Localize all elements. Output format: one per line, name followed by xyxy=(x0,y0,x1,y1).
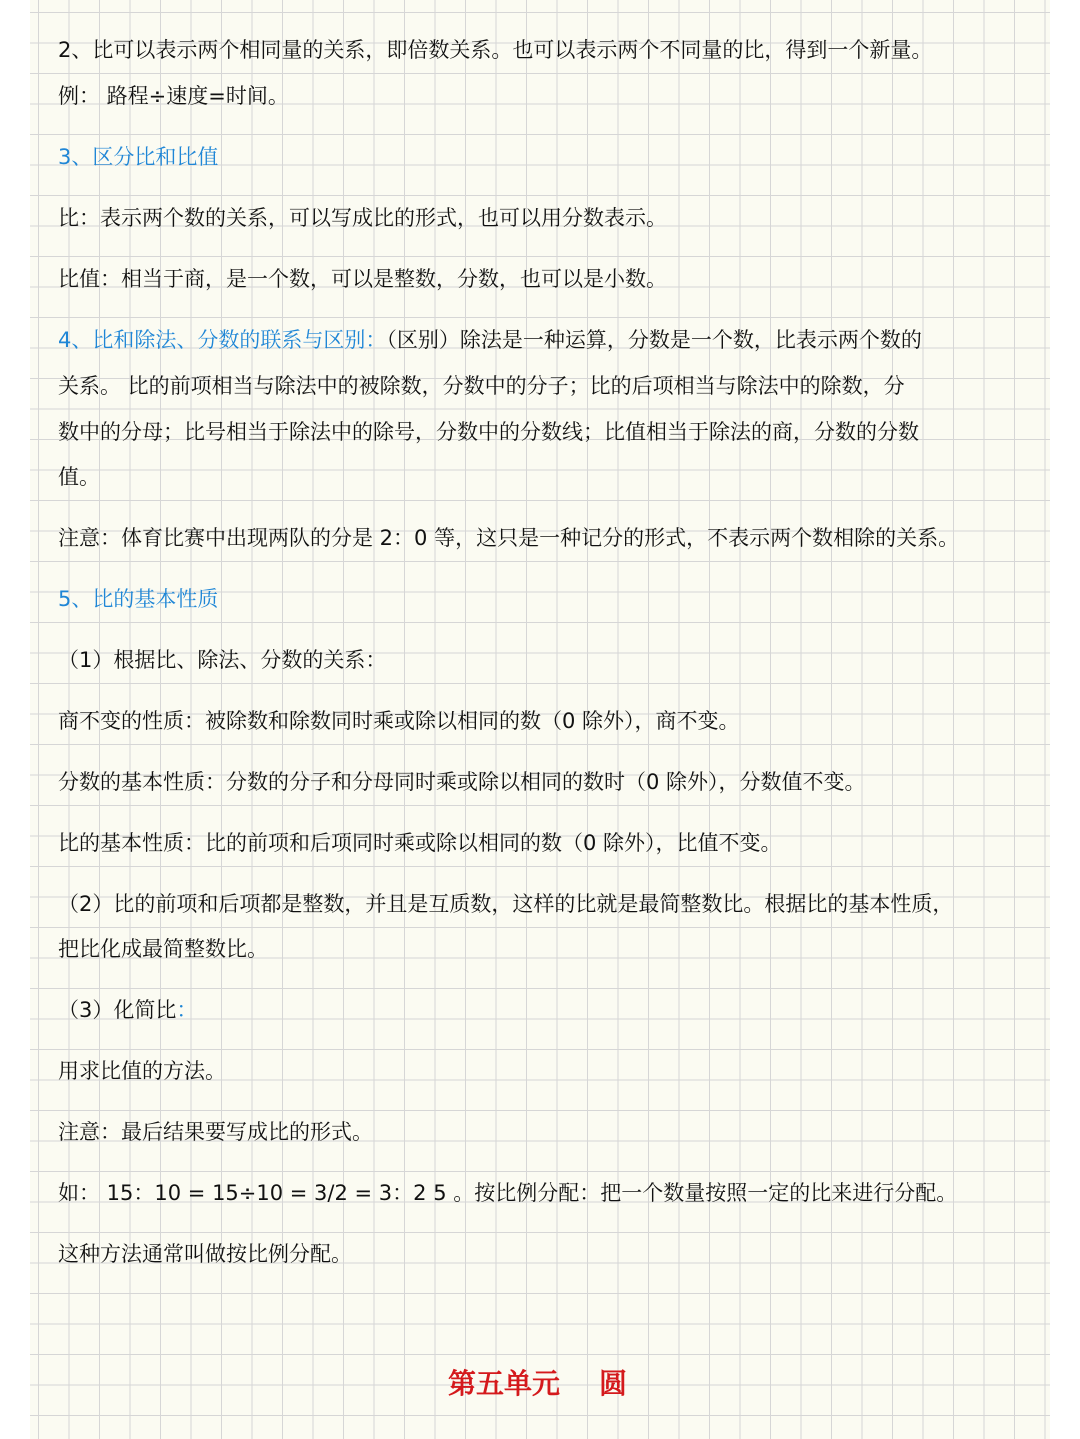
s5-quotient-property: 商不变的性质：被除数和除数同时乘或除以相同的数（0 除外），商不变。 xyxy=(58,709,740,733)
s4-line-2: 关系。 比的前项相当与除法中的被除数，分数中的分子；比的后项相当与除法中的除数，分 xyxy=(58,374,905,398)
s5-point-2-line-1: （2）比的前项和后项都是整数，并且是互质数，这样的比就是最简整数比。根据比的基本性质， xyxy=(58,892,954,916)
s4-line-1 xyxy=(58,325,922,355)
s5-ratio-property: 比的基本性质：比的前项和后项同时乘或除以相同的数（0 除外），比值不变。 xyxy=(58,831,782,855)
s5-fraction-property: 分数的基本性质：分数的分子和分母同时乘或除以相同的数时（0 除外），分数值不变。 xyxy=(58,770,866,794)
unit-title: 第五单元 圆 xyxy=(448,1367,627,1400)
s2-line-1: 2、比可以表示两个相同量的关系，即倍数关系。也可以表示两个不同量的比，得到一个新量。 xyxy=(58,38,933,62)
s4-line-4: 值。 xyxy=(58,465,100,489)
s5-point-3-colon: ： xyxy=(176,998,198,1022)
s5-last-line: 这种方法通常叫做按比例分配。 xyxy=(58,1242,352,1266)
s3-heading: 3、区分比和比值 xyxy=(58,145,219,169)
s5-heading: 5、比的基本性质 xyxy=(58,587,219,611)
s5-point-2-line-2: 把比化成最简整数比。 xyxy=(58,937,268,961)
s4-note: 注意：体育比赛中出现两队的分是 2：0 等，这只是一种记分的形式，不表示两个数相除的关系。 xyxy=(58,526,960,550)
s5-point-3 xyxy=(58,995,197,1025)
s5-example: 如： 15：10 = 15÷10 = 3/2 = 3：2 5 。按比例分配：把一个数量按照一定的比来进行分配。 xyxy=(58,1181,958,1205)
s5-note: 注意：最后结果要写成比的形式。 xyxy=(58,1120,373,1144)
s3-ratio-definition: 比：表示两个数的关系，可以写成比的形式，也可以用分数表示。 xyxy=(58,206,667,230)
s4-line-3: 数中的分母；比号相当于除法中的除号，分数中的分数线；比值相当于除法的商，分数的分数 xyxy=(58,420,919,444)
s4-line-1-text: （区别）除法是一种运算，分数是一个数，比表示两个数的 xyxy=(386,328,922,352)
s5-point-3-label: （3）化简比 xyxy=(58,998,177,1022)
s2-example: 例： 路程÷速度=时间。 xyxy=(58,84,289,108)
s5-method: 用求比值的方法。 xyxy=(58,1059,226,1083)
s4-heading: 4、比和除法、分数的联系与区别： xyxy=(58,328,387,352)
s5-point-1: （1）根据比、除法、分数的关系： xyxy=(58,648,387,672)
s3-value-definition: 比值：相当于商，是一个数，可以是整数，分数，也可以是小数。 xyxy=(58,267,667,291)
